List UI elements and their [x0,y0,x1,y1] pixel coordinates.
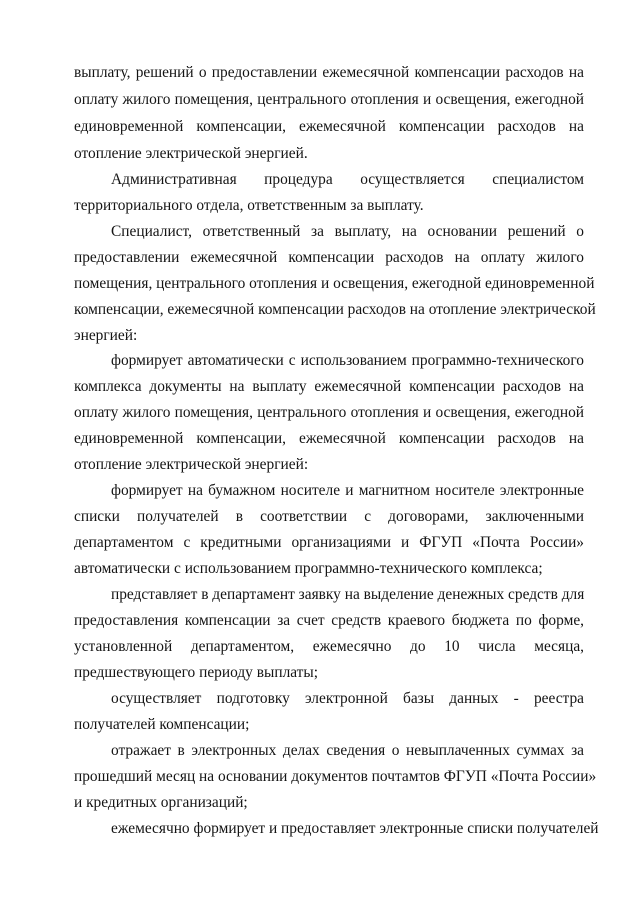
text-line: энергией: [74,327,138,344]
text-line: ежемесячно формирует и предоставляет электронные списки получателей [111,820,599,837]
text-line: комплекса документы на выплату ежемесячной компенсации расходов на [74,378,584,395]
text-line: оплату жилого помещения, центрального отопления и освещения, ежегодной [74,404,584,421]
text-line: и кредитных организаций; [74,794,248,811]
text-line: единовременной компенсации, ежемесячной компенсации расходов на [74,430,584,447]
text-line: территориального отдела, ответственным за выплату. [74,197,424,214]
text-line: предшествующего периоду выплаты; [74,664,319,681]
text-line: помещения, центрального отопления и освещения, ежегодной единовременной [74,275,595,292]
text-line: предоставлении ежемесячной компенсации расходов на оплату жилого [74,249,584,266]
text-line: автоматически с использованием программно-технического комплекса; [74,560,543,577]
text-line: единовременной компенсации, ежемесячной компенсации расходов на [74,118,584,135]
text-line: оплату жилого помещения, центрального отопления и освещения, ежегодной [74,91,584,108]
text-line: осуществляет подготовку электронной базы данных - реестра [111,690,584,707]
text-line: представляет в департамент заявку на выделение денежных средств для [111,586,585,603]
text-line: Административная процедура осуществляется специалистом [111,171,584,188]
text-line: отопление электрической энергией: [74,456,309,473]
text-line: получателей компенсации; [74,716,250,733]
text-line: установленной департаментом, ежемесячно до 10 числа месяца, [74,638,584,655]
text-line: списки получателей в соответствии с договорами, заключенными [74,508,584,525]
text-line: прошедший месяц на основании документов почтамтов ФГУП «Почта России» [74,768,597,785]
text-line: формирует на бумажном носителе и магнитном носителе электронные [111,482,584,499]
text-line: формирует автоматически с использованием программно-технического [111,352,584,369]
text-line: выплату, решений о предоставлении ежемесячной компенсации расходов на [74,64,584,81]
text-line: отражает в электронных делах сведения о невыплаченных суммах за [111,742,584,759]
text-line: отопление электрической энергией. [74,145,308,162]
text-line: департаментом с кредитными организациями и ФГУП «Почта России» [74,534,584,551]
text-line: предоставления компенсации за счет средств краевого бюджета по форме, [74,612,584,629]
text-line: компенсации, ежемесячной компенсации расходов на отопление электрической [74,301,596,318]
text-line: Специалист, ответственный за выплату, на основании решений о [111,223,584,240]
